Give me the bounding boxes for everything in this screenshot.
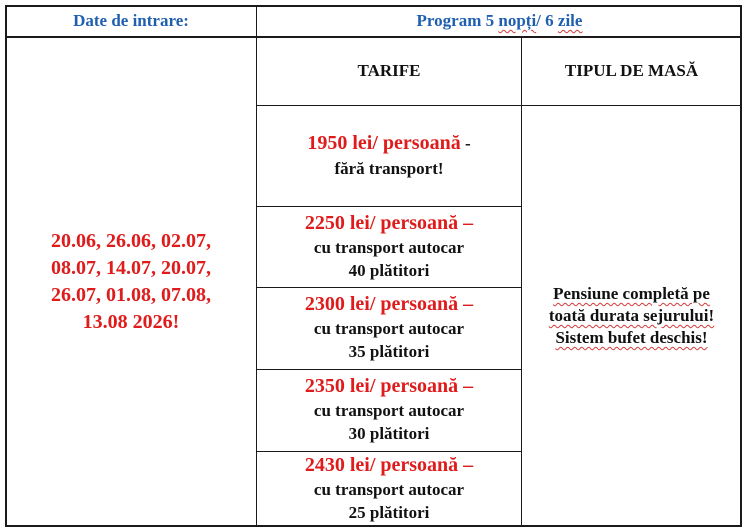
divider-dates [256,5,257,527]
program-header-label: Program 5 nopți/ 6 zile [416,11,583,30]
dates-header-label: Date de intrare: [73,11,189,30]
divider-tariff-3 [257,369,521,370]
border-right [740,5,742,527]
tariff-payers: 25 plătitori [348,503,430,522]
tariff-price: 2300 lei/ persoană [304,293,459,315]
meal-type-header [521,37,742,105]
border-bottom [5,525,742,527]
program-header [257,5,742,37]
tariff-detail: fără transport! [334,158,444,178]
meal-type-header-label: TIPUL DE MASĂ [564,61,699,80]
tariff-cell-5: 2430 lei/ persoană – cu transport autocar 25 plătitori [304,454,474,522]
tarife-header-label: TARIFE [357,61,421,80]
tariff-detail: cu transport autocar [313,480,465,499]
tariff-detail: cu transport autocar [313,237,465,257]
tariff-cell-1: 1950 lei/ persoană - fără transport! [257,105,521,206]
tarife-header [257,37,521,105]
tariff-payers: 30 plătitori [348,424,430,443]
meal-line: Pensiune completă pe [553,284,710,303]
tariff-payers: 35 plătitori [348,342,430,361]
divider-header [5,36,742,38]
tariff-price: 2350 lei/ persoană [304,375,459,397]
tariff-cell-3: 2300 lei/ persoană – cu transport autocar 35 plătitori [304,293,474,361]
tariff-price: 1950 lei/ persoană [307,131,461,154]
dates-line: 08.07, 14.07, 20.07, [51,257,211,279]
dates-cell [5,37,257,527]
border-left [5,5,7,527]
dates-line: 13.08 2026! [82,311,180,333]
divider-col-header [257,105,742,106]
dates-line: 20.06, 26.06, 02.07, [51,230,211,252]
meal-cell [521,105,742,527]
meal-line: Sistem bufet deschis! [555,328,708,347]
tariff-cell-4: 2350 lei/ persoană – cu transport autocar 30 plătitori [304,375,474,443]
divider-tariff-2 [257,287,521,288]
tariff-price: 2250 lei/ persoană [304,211,459,234]
meal-line: toată durata sejurului! [548,306,715,325]
divider-tariff-4 [257,451,521,452]
pricing-table [5,5,742,527]
tariff-price: 2430 lei/ persoană [304,454,459,476]
tariff-payers: 40 plătitori [348,260,430,280]
dates-line: 26.07, 01.08, 07.08, [51,284,211,306]
tariff-detail: cu transport autocar [313,319,465,338]
tariff-detail: cu transport autocar [313,401,465,420]
divider-tariff-1 [257,206,521,207]
border-top [5,5,742,7]
tariff-cell-2: 2250 lei/ persoană – cu transport autocar 40 plătitori [304,211,474,280]
divider-columns [521,37,522,527]
dates-header [5,5,257,37]
